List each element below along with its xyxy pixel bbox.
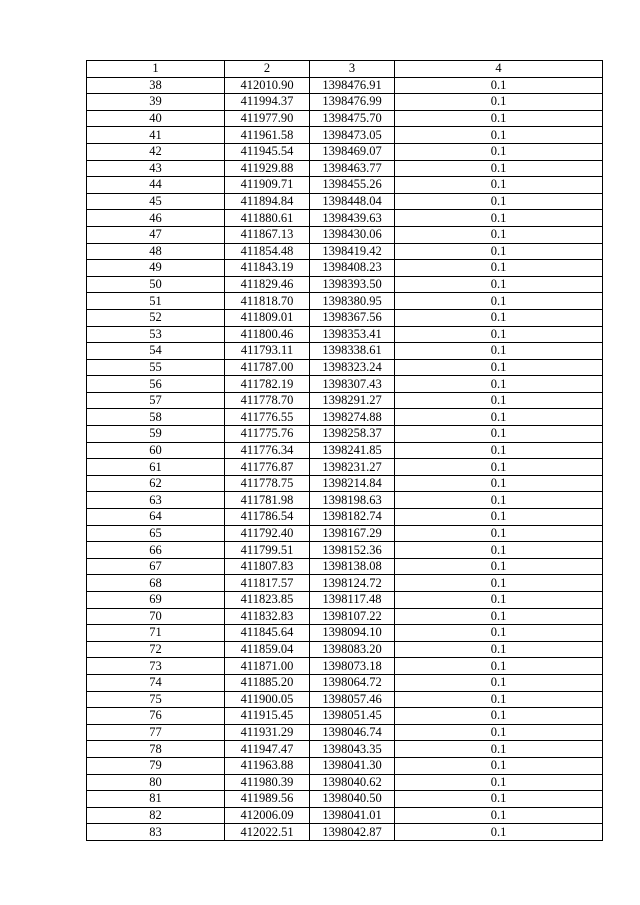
y-coordinate-cell: 1398367.56 (310, 309, 395, 326)
point-number-cell: 56 (87, 376, 225, 393)
x-coordinate-cell: 411871.00 (225, 658, 310, 675)
tolerance-cell: 0.1 (395, 658, 603, 675)
x-coordinate-cell: 411980.39 (225, 774, 310, 791)
tolerance-cell: 0.1 (395, 177, 603, 194)
table-row (87, 791, 603, 808)
x-coordinate-cell: 412010.90 (225, 77, 310, 94)
tolerance-cell: 0.1 (395, 94, 603, 111)
y-coordinate-cell: 1398152.36 (310, 542, 395, 559)
point-number-cell: 74 (87, 674, 225, 691)
table-row (87, 459, 603, 476)
point-number-cell: 55 (87, 359, 225, 376)
table-row (87, 276, 603, 293)
y-coordinate-cell: 1398430.06 (310, 226, 395, 243)
tolerance-cell: 0.1 (395, 708, 603, 725)
table-row (87, 392, 603, 409)
table-row (87, 658, 603, 675)
y-coordinate-cell: 1398042.87 (310, 824, 395, 841)
y-coordinate-cell: 1398323.24 (310, 359, 395, 376)
tolerance-cell: 0.1 (395, 592, 603, 609)
tolerance-cell: 0.1 (395, 193, 603, 210)
table-row (87, 724, 603, 741)
x-coordinate-cell: 411867.13 (225, 226, 310, 243)
table-row (87, 757, 603, 774)
x-coordinate-cell: 411947.47 (225, 741, 310, 758)
y-coordinate-cell: 1398041.30 (310, 757, 395, 774)
coordinates-table (86, 60, 603, 841)
tolerance-cell: 0.1 (395, 210, 603, 227)
tolerance-cell: 0.1 (395, 774, 603, 791)
point-number-cell: 79 (87, 757, 225, 774)
y-coordinate-cell: 1398124.72 (310, 575, 395, 592)
x-coordinate-cell: 411900.05 (225, 691, 310, 708)
point-number-cell: 62 (87, 475, 225, 492)
table-row (87, 143, 603, 160)
table-row (87, 492, 603, 509)
table-row (87, 426, 603, 443)
point-number-cell: 65 (87, 525, 225, 542)
tolerance-cell: 0.1 (395, 492, 603, 509)
table-body (87, 77, 603, 840)
y-coordinate-cell: 1398291.27 (310, 392, 395, 409)
point-number-cell: 82 (87, 807, 225, 824)
x-coordinate-cell: 411823.85 (225, 592, 310, 609)
table-row (87, 177, 603, 194)
tolerance-cell: 0.1 (395, 243, 603, 260)
point-number-cell: 46 (87, 210, 225, 227)
x-coordinate-cell: 411817.57 (225, 575, 310, 592)
y-coordinate-cell: 1398241.85 (310, 442, 395, 459)
tolerance-cell: 0.1 (395, 442, 603, 459)
tolerance-cell: 0.1 (395, 77, 603, 94)
table-row (87, 210, 603, 227)
tolerance-cell: 0.1 (395, 409, 603, 426)
table-row (87, 309, 603, 326)
y-coordinate-cell: 1398107.22 (310, 608, 395, 625)
table-row (87, 558, 603, 575)
header-cell-x-coordinate: 2 (225, 61, 310, 78)
x-coordinate-cell: 411818.70 (225, 293, 310, 310)
table-row (87, 824, 603, 841)
table-row (87, 592, 603, 609)
tolerance-cell: 0.1 (395, 724, 603, 741)
table-row (87, 608, 603, 625)
point-number-cell: 42 (87, 143, 225, 160)
x-coordinate-cell: 411799.51 (225, 542, 310, 559)
tolerance-cell: 0.1 (395, 359, 603, 376)
point-number-cell: 44 (87, 177, 225, 194)
tolerance-cell: 0.1 (395, 276, 603, 293)
x-coordinate-cell: 411880.61 (225, 210, 310, 227)
y-coordinate-cell: 1398064.72 (310, 674, 395, 691)
x-coordinate-cell: 411915.45 (225, 708, 310, 725)
table-row (87, 376, 603, 393)
y-coordinate-cell: 1398476.99 (310, 94, 395, 111)
tolerance-cell: 0.1 (395, 326, 603, 343)
point-number-cell: 47 (87, 226, 225, 243)
tolerance-cell: 0.1 (395, 525, 603, 542)
x-coordinate-cell: 411776.87 (225, 459, 310, 476)
tolerance-cell: 0.1 (395, 641, 603, 658)
y-coordinate-cell: 1398393.50 (310, 276, 395, 293)
y-coordinate-cell: 1398117.48 (310, 592, 395, 609)
x-coordinate-cell: 411793.11 (225, 343, 310, 360)
point-number-cell: 70 (87, 608, 225, 625)
table-row (87, 94, 603, 111)
point-number-cell: 69 (87, 592, 225, 609)
y-coordinate-cell: 1398094.10 (310, 625, 395, 642)
x-coordinate-cell: 411792.40 (225, 525, 310, 542)
tolerance-cell: 0.1 (395, 343, 603, 360)
x-coordinate-cell: 411809.01 (225, 309, 310, 326)
tolerance-cell: 0.1 (395, 392, 603, 409)
y-coordinate-cell: 1398083.20 (310, 641, 395, 658)
tolerance-cell: 0.1 (395, 608, 603, 625)
y-coordinate-cell: 1398046.74 (310, 724, 395, 741)
point-number-cell: 77 (87, 724, 225, 741)
y-coordinate-cell: 1398380.95 (310, 293, 395, 310)
point-number-cell: 43 (87, 160, 225, 177)
document-page (86, 60, 602, 841)
tolerance-cell: 0.1 (395, 376, 603, 393)
y-coordinate-cell: 1398043.35 (310, 741, 395, 758)
y-coordinate-cell: 1398258.37 (310, 426, 395, 443)
point-number-cell: 71 (87, 625, 225, 642)
tolerance-cell: 0.1 (395, 143, 603, 160)
tolerance-cell: 0.1 (395, 110, 603, 127)
x-coordinate-cell: 411807.83 (225, 558, 310, 575)
table-row (87, 260, 603, 277)
x-coordinate-cell: 411782.19 (225, 376, 310, 393)
y-coordinate-cell: 1398041.01 (310, 807, 395, 824)
point-number-cell: 50 (87, 276, 225, 293)
point-number-cell: 38 (87, 77, 225, 94)
point-number-cell: 51 (87, 293, 225, 310)
x-coordinate-cell: 411786.54 (225, 509, 310, 526)
point-number-cell: 76 (87, 708, 225, 725)
tolerance-cell: 0.1 (395, 674, 603, 691)
y-coordinate-cell: 1398214.84 (310, 475, 395, 492)
tolerance-cell: 0.1 (395, 459, 603, 476)
table-row (87, 243, 603, 260)
x-coordinate-cell: 411829.46 (225, 276, 310, 293)
y-coordinate-cell: 1398419.42 (310, 243, 395, 260)
y-coordinate-cell: 1398408.23 (310, 260, 395, 277)
x-coordinate-cell: 411778.70 (225, 392, 310, 409)
tolerance-cell: 0.1 (395, 558, 603, 575)
y-coordinate-cell: 1398182.74 (310, 509, 395, 526)
point-number-cell: 64 (87, 509, 225, 526)
y-coordinate-cell: 1398473.05 (310, 127, 395, 144)
table-row (87, 359, 603, 376)
point-number-cell: 80 (87, 774, 225, 791)
table-row (87, 326, 603, 343)
tolerance-cell: 0.1 (395, 226, 603, 243)
y-coordinate-cell: 1398138.08 (310, 558, 395, 575)
point-number-cell: 66 (87, 542, 225, 559)
table-row (87, 293, 603, 310)
header-cell-point-number: 1 (87, 61, 225, 78)
table-row (87, 343, 603, 360)
y-coordinate-cell: 1398057.46 (310, 691, 395, 708)
tolerance-cell: 0.1 (395, 309, 603, 326)
y-coordinate-cell: 1398353.41 (310, 326, 395, 343)
table-row (87, 774, 603, 791)
point-number-cell: 59 (87, 426, 225, 443)
x-coordinate-cell: 411994.37 (225, 94, 310, 111)
x-coordinate-cell: 411963.88 (225, 757, 310, 774)
point-number-cell: 73 (87, 658, 225, 675)
table-row (87, 442, 603, 459)
tolerance-cell: 0.1 (395, 542, 603, 559)
y-coordinate-cell: 1398231.27 (310, 459, 395, 476)
point-number-cell: 57 (87, 392, 225, 409)
point-number-cell: 41 (87, 127, 225, 144)
x-coordinate-cell: 411845.64 (225, 625, 310, 642)
table-row (87, 741, 603, 758)
table-row (87, 77, 603, 94)
header-cell-y-coordinate: 3 (310, 61, 395, 78)
table-row (87, 160, 603, 177)
x-coordinate-cell: 411977.90 (225, 110, 310, 127)
tolerance-cell: 0.1 (395, 625, 603, 642)
table-row (87, 193, 603, 210)
tolerance-cell: 0.1 (395, 791, 603, 808)
point-number-cell: 53 (87, 326, 225, 343)
tolerance-cell: 0.1 (395, 691, 603, 708)
point-number-cell: 68 (87, 575, 225, 592)
tolerance-cell: 0.1 (395, 824, 603, 841)
tolerance-cell: 0.1 (395, 509, 603, 526)
point-number-cell: 40 (87, 110, 225, 127)
x-coordinate-cell: 412022.51 (225, 824, 310, 841)
x-coordinate-cell: 411787.00 (225, 359, 310, 376)
point-number-cell: 75 (87, 691, 225, 708)
table-row (87, 674, 603, 691)
y-coordinate-cell: 1398455.26 (310, 177, 395, 194)
point-number-cell: 54 (87, 343, 225, 360)
table-row (87, 691, 603, 708)
point-number-cell: 81 (87, 791, 225, 808)
x-coordinate-cell: 411776.55 (225, 409, 310, 426)
y-coordinate-cell: 1398475.70 (310, 110, 395, 127)
tolerance-cell: 0.1 (395, 260, 603, 277)
point-number-cell: 72 (87, 641, 225, 658)
table-row (87, 475, 603, 492)
y-coordinate-cell: 1398198.63 (310, 492, 395, 509)
point-number-cell: 78 (87, 741, 225, 758)
point-number-cell: 61 (87, 459, 225, 476)
point-number-cell: 49 (87, 260, 225, 277)
header-cell-tolerance: 4 (395, 61, 603, 78)
table-row (87, 807, 603, 824)
x-coordinate-cell: 411989.56 (225, 791, 310, 808)
table-row (87, 525, 603, 542)
tolerance-cell: 0.1 (395, 575, 603, 592)
point-number-cell: 48 (87, 243, 225, 260)
point-number-cell: 58 (87, 409, 225, 426)
table-row (87, 409, 603, 426)
y-coordinate-cell: 1398051.45 (310, 708, 395, 725)
table-row (87, 127, 603, 144)
table-row (87, 625, 603, 642)
tolerance-cell: 0.1 (395, 757, 603, 774)
x-coordinate-cell: 411843.19 (225, 260, 310, 277)
point-number-cell: 39 (87, 94, 225, 111)
table-row (87, 542, 603, 559)
y-coordinate-cell: 1398338.61 (310, 343, 395, 360)
table-row (87, 226, 603, 243)
tolerance-cell: 0.1 (395, 127, 603, 144)
y-coordinate-cell: 1398469.07 (310, 143, 395, 160)
tolerance-cell: 0.1 (395, 741, 603, 758)
y-coordinate-cell: 1398439.63 (310, 210, 395, 227)
y-coordinate-cell: 1398307.43 (310, 376, 395, 393)
table-row (87, 708, 603, 725)
point-number-cell: 67 (87, 558, 225, 575)
x-coordinate-cell: 411800.46 (225, 326, 310, 343)
tolerance-cell: 0.1 (395, 293, 603, 310)
x-coordinate-cell: 411909.71 (225, 177, 310, 194)
x-coordinate-cell: 411929.88 (225, 160, 310, 177)
point-number-cell: 83 (87, 824, 225, 841)
table-row (87, 509, 603, 526)
y-coordinate-cell: 1398040.62 (310, 774, 395, 791)
y-coordinate-cell: 1398073.18 (310, 658, 395, 675)
x-coordinate-cell: 411781.98 (225, 492, 310, 509)
point-number-cell: 45 (87, 193, 225, 210)
point-number-cell: 63 (87, 492, 225, 509)
table-row (87, 575, 603, 592)
y-coordinate-cell: 1398167.29 (310, 525, 395, 542)
y-coordinate-cell: 1398448.04 (310, 193, 395, 210)
tolerance-cell: 0.1 (395, 426, 603, 443)
x-coordinate-cell: 411776.34 (225, 442, 310, 459)
header-row (87, 61, 603, 78)
x-coordinate-cell: 411854.48 (225, 243, 310, 260)
tolerance-cell: 0.1 (395, 475, 603, 492)
table-row (87, 110, 603, 127)
x-coordinate-cell: 411859.04 (225, 641, 310, 658)
y-coordinate-cell: 1398040.50 (310, 791, 395, 808)
x-coordinate-cell: 411775.76 (225, 426, 310, 443)
x-coordinate-cell: 411961.58 (225, 127, 310, 144)
y-coordinate-cell: 1398274.88 (310, 409, 395, 426)
x-coordinate-cell: 411885.20 (225, 674, 310, 691)
x-coordinate-cell: 411945.54 (225, 143, 310, 160)
tolerance-cell: 0.1 (395, 160, 603, 177)
y-coordinate-cell: 1398463.77 (310, 160, 395, 177)
table-row (87, 641, 603, 658)
tolerance-cell: 0.1 (395, 807, 603, 824)
y-coordinate-cell: 1398476.91 (310, 77, 395, 94)
x-coordinate-cell: 412006.09 (225, 807, 310, 824)
x-coordinate-cell: 411832.83 (225, 608, 310, 625)
point-number-cell: 52 (87, 309, 225, 326)
x-coordinate-cell: 411931.29 (225, 724, 310, 741)
x-coordinate-cell: 411894.84 (225, 193, 310, 210)
x-coordinate-cell: 411778.75 (225, 475, 310, 492)
point-number-cell: 60 (87, 442, 225, 459)
table-header (87, 61, 603, 78)
